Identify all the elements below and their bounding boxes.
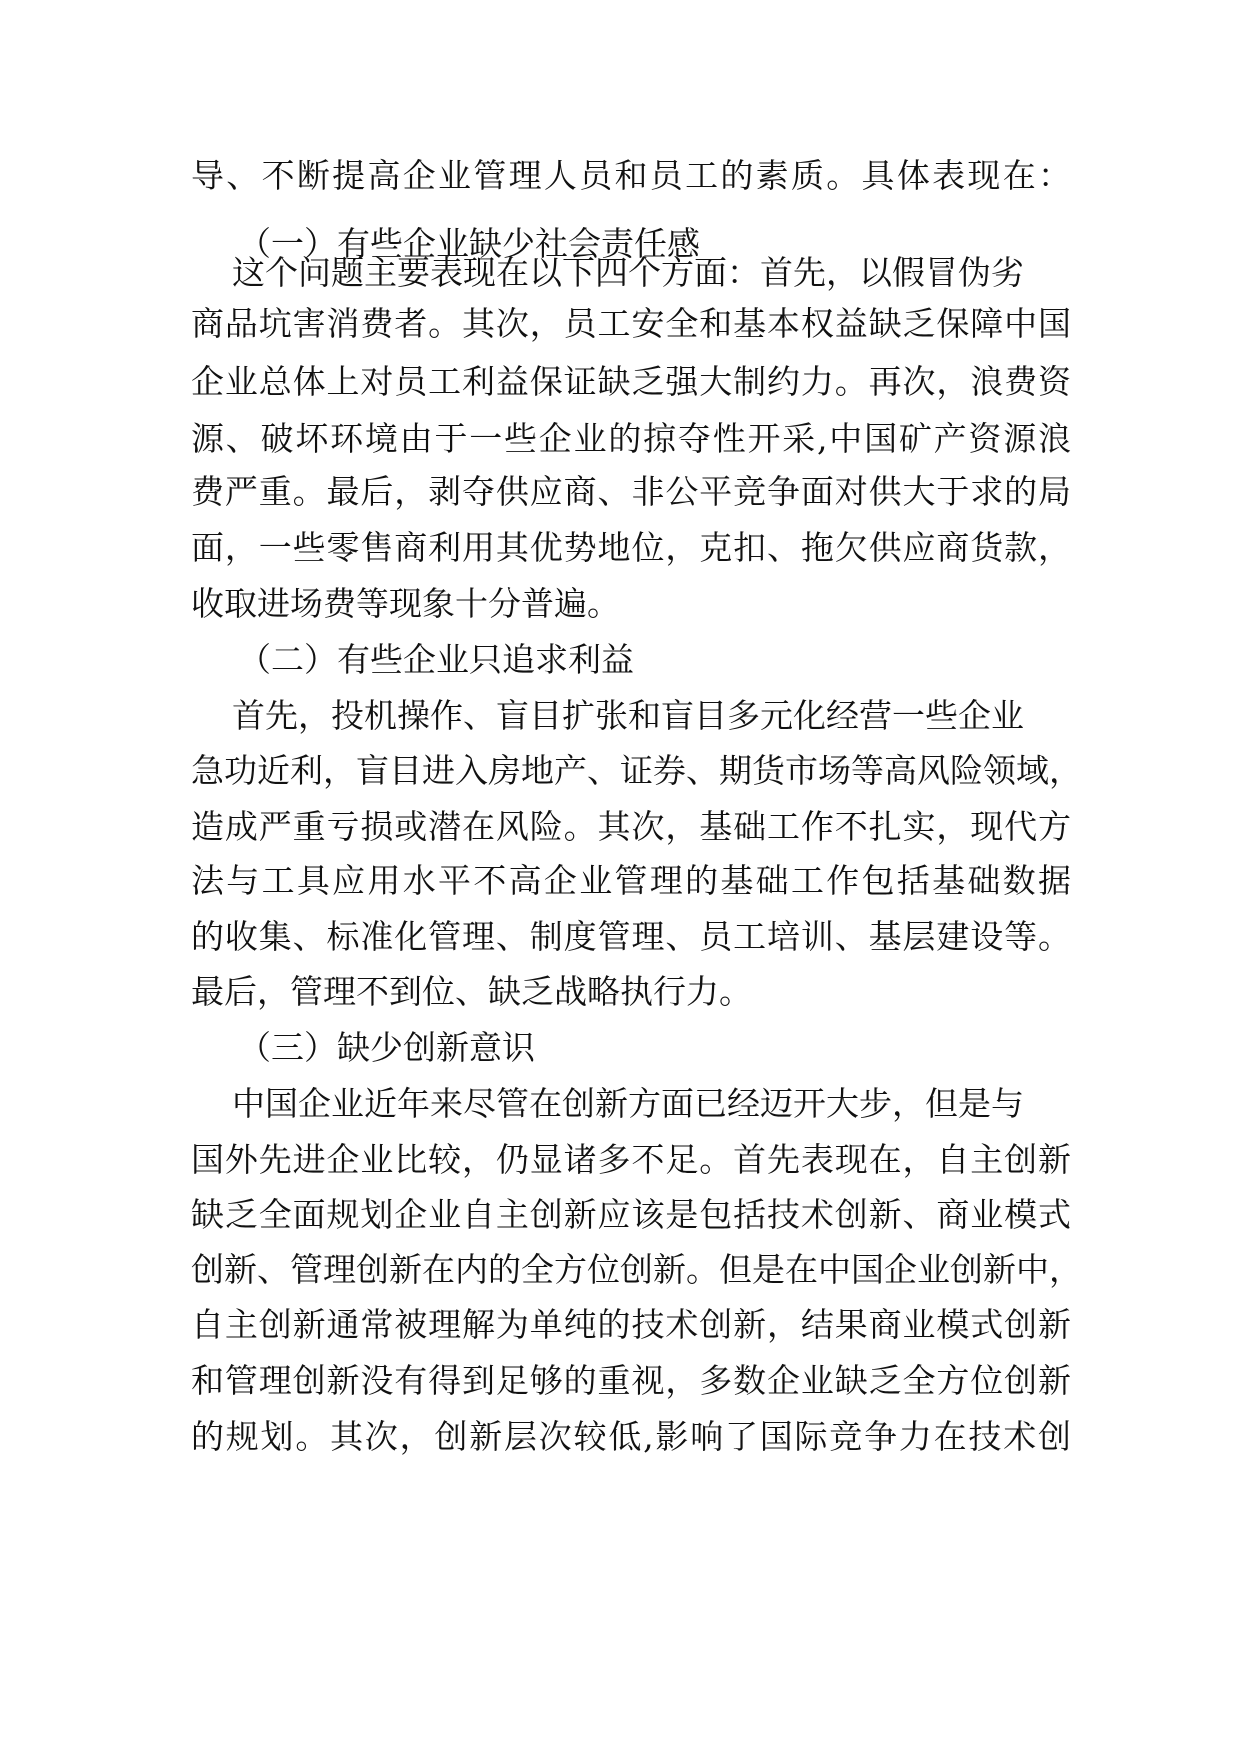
section-heading: （三）缺少创新意识 — [238, 1028, 535, 1067]
body-line: 最后，管理不到位、缺乏战略执行力。 — [191, 972, 752, 1011]
paragraph-first-line: 这个问题主要表现在以下四个方面：首先，以假冒伪劣 — [232, 253, 1024, 292]
body-line: 源、破坏环境由于一些企业的掠夺性开采,中国矿产资源浪 — [191, 419, 1071, 458]
body-line: 的规划。其次，创新层次较低,影响了国际竞争力在技术创 — [191, 1417, 1071, 1456]
paragraph-first-line: 首先，投机操作、盲目扩张和盲目多元化经营一些企业 — [232, 696, 1024, 735]
section-heading: （二）有些企业只追求利益 — [238, 640, 634, 679]
body-line: 国外先进企业比较，仍显诸多不足。首先表现在，自主创新 — [191, 1140, 1071, 1179]
paragraph-first-line: 中国企业近年来尽管在创新方面已经迈开大步，但是与 — [232, 1084, 1024, 1123]
body-line: 导、不断提高企业管理人员和员工的素质。具体表现在： — [191, 156, 1071, 195]
body-line: 法与工具应用水平不高企业管理的基础工作包括基础数据 — [191, 861, 1071, 900]
body-line: 造成严重亏损或潜在风险。其次，基础工作不扎实，现代方 — [191, 807, 1071, 846]
body-line: 企业总体上对员工利益保证缺乏强大制约力。再次，浪费资 — [191, 362, 1071, 401]
body-line: 商品坑害消费者。其次，员工安全和基本权益缺乏保障中国 — [191, 304, 1071, 343]
section-heading: （一）有些企业缺少社会责任感 — [238, 224, 700, 263]
body-line: 的收集、标准化管理、制度管理、员工培训、基层建设等。 — [191, 917, 1071, 956]
body-line: 和管理创新没有得到足够的重视，多数企业缺乏全方位创新 — [191, 1361, 1071, 1400]
body-line: 收取进场费等现象十分普遍。 — [191, 584, 620, 623]
body-line: 急功近利，盲目进入房地产、证券、期货市场等高风险领域， — [191, 751, 1082, 790]
body-line: 创新、管理创新在内的全方位创新。但是在中国企业创新中， — [191, 1250, 1082, 1289]
body-line: 面，一些零售商利用其优势地位，克扣、拖欠供应商货款， — [191, 528, 1071, 567]
body-line: 自主创新通常被理解为单纯的技术创新，结果商业模式创新 — [191, 1305, 1071, 1344]
body-line: 缺乏全面规划企业自主创新应该是包括技术创新、商业模式 — [191, 1195, 1071, 1234]
body-line: 费严重。最后，剥夺供应商、非公平竞争面对供大于求的局 — [191, 472, 1071, 511]
